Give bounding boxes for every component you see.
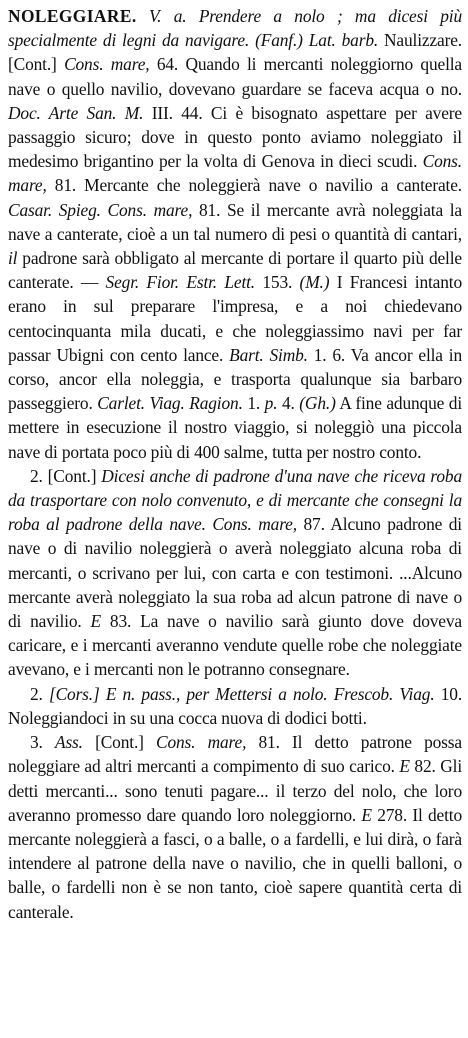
citation-text: 82. Gli detti mercanti... sono tenuti pagare... il terzo del nolo, che loro averanno promesso dare quando loro noleggiorno.: [8, 756, 462, 825]
sense-number: 2.: [30, 465, 43, 486]
headword: NOLEGGIARE.: [8, 6, 137, 26]
source-ref: (Gh.): [299, 393, 336, 414]
text-run: Naulizzare. [Cont.]: [8, 30, 462, 75]
citation-source: Cons. mare,: [8, 151, 462, 196]
citation-text: 81. Mercante che noleggierà nave o navilio a canterate.: [46, 175, 462, 196]
citation-source: Cons. mare,: [64, 54, 150, 75]
italic-word: il: [8, 248, 18, 269]
citation-text: I Francesi intanto erano in sul preparare l'impresa, e a noi chiedevano centocinquanta mila ducati, e che noleggiassimo navi per far passar Ubigni con cento lance.: [8, 272, 463, 365]
definition: Dicesi anche di padrone d'una nave che riceva roba da trasportare con nolo convenuto, e di mercante che consegni la roba al padrone della nave.: [8, 465, 462, 535]
text-run: [186, 6, 198, 26]
usage-label: Ass.: [54, 732, 83, 753]
definition: Prendere a nolo ; ma dicesi più specialmente di legni da navigare.: [8, 6, 463, 51]
sense-2: [8, 464, 462, 682]
citation-text: 81. Il detto patrone possa noleggiare ad altri mercanti a compimento di suo carico.: [8, 732, 462, 777]
definition: E n. pass., per Mettersi a nolo.: [105, 683, 328, 704]
text-run: [Cont.]: [82, 732, 157, 753]
citation-source: Casar. Spieg. Cons. mare,: [8, 199, 193, 220]
citation-source: Frescob. Viag.: [333, 683, 435, 704]
text-run: 1.: [242, 393, 265, 414]
citation-source: Cons. mare,: [212, 514, 297, 535]
citation-text: 87. Alcuno padrone di nave o di navilio noleggierà o averà noleggiato alcuna roba di mercanti, o scrivano per lui, con carta e con testimoni. ...Alcuno mercante averà noleggiato la sua roba ad alcun patrone di nave o di navilio.: [8, 514, 462, 632]
part-of-speech: V. a.: [148, 6, 187, 26]
citation-text: 83. La nave o navilio sarà giunto dove doveva caricare, e i mercanti averanno vendute quelle robe che noleggiate avevano, e i mercanti non le potranno consegnare.: [8, 611, 462, 680]
text-run: [43, 732, 55, 752]
citation-text: 10. Noleggiandoci in su una cocca nuova di dodici botti.: [8, 683, 463, 728]
entry-main-paragraph: [8, 4, 462, 464]
latin-label: Lat. barb.: [308, 30, 379, 51]
page-abbrev: p.: [264, 393, 278, 414]
citation-source: E: [399, 756, 410, 777]
citation-source: E: [90, 611, 101, 632]
citation-source: Cons. mare,: [156, 732, 247, 753]
sense-number: 3.: [30, 732, 43, 753]
sense-3: [8, 730, 462, 924]
citation-text: A fine adunque di mettere in esecuzione il nostro viaggio, si noleggiò una piccola nave di portata poco più di 400 salme, tutta per nostro conto.: [8, 393, 462, 462]
citation-text: 81. Se il mercante avrà noleggiata la nave a canterate, cioè a un tal numero di pesi o quantità di cantari,: [8, 199, 462, 244]
citation-source: Segr. Fior. Estr. Lett.: [105, 272, 256, 293]
dictionary-entry: [8, 4, 462, 924]
contributor-ref: [Cors.]: [48, 683, 100, 704]
citation-text: 64. Quando li mercanti noleggiorno quella nave o quello navilio, dovevano guardare se faceva acqua o no.: [8, 54, 462, 99]
sense-number: 2.: [30, 683, 43, 704]
citation-text: 278. Il detto mercante noleggierà a fasci, o a balle, o a fardelli, e lui dirà, o farà intendere al patrone della nave o navilio, che in quelli balloni, o balle, o fardelli non è se non tanto, cioè sapere quantità certa di canterale.: [8, 804, 462, 922]
citation-text: III. 44. Ci è bisognato aspettare per avere passaggio sicuro; dove in questo ponto aviamo noleggiato il medesimo brigantino per la volta di Genova in dieci scudi.: [8, 102, 463, 172]
text-run: [Cont.]: [42, 465, 102, 486]
citation-source: Carlet. Viag. Ragion.: [97, 393, 243, 414]
source-ref: (Fanf.): [255, 30, 303, 51]
source-ref: (M.): [299, 272, 330, 293]
citation-text: padrone sarà obbligato al mercante di portare il quarto più delle canterate. —: [8, 248, 462, 293]
sense-2b: [8, 682, 462, 730]
citation-source: Bart. Simb.: [229, 344, 308, 365]
citation-text: 1. 6. Va ancor ella in corso, ancor ella noleggia, e trasporta qualunque sia barbaro passeggiero.: [8, 344, 462, 414]
text-run: 153.: [255, 272, 300, 293]
citation-source: E: [361, 804, 372, 825]
text-run: 4.: [277, 393, 300, 414]
text-run: [137, 6, 149, 26]
citation-source: Doc. Arte San. M.: [8, 102, 144, 123]
